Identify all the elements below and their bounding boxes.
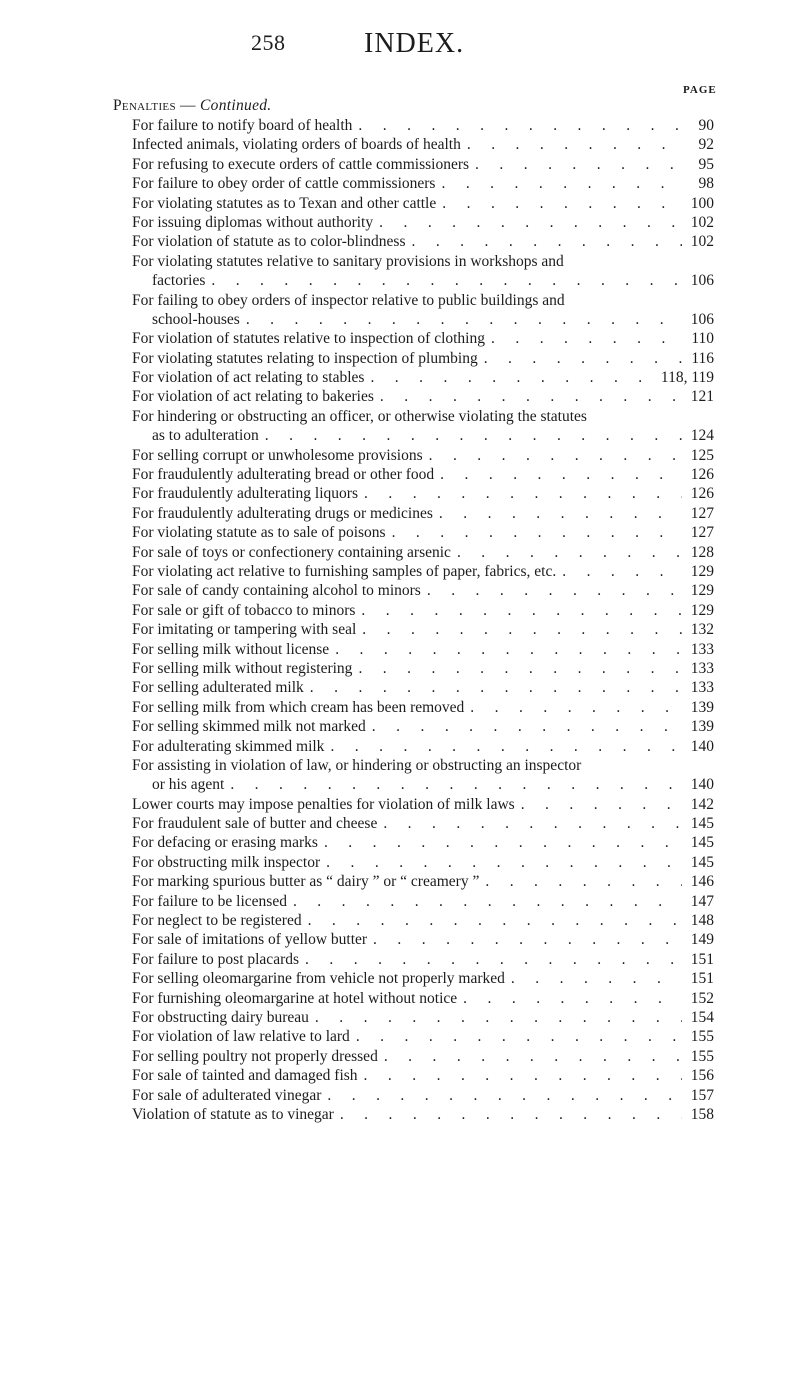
index-entry-row [132, 678, 714, 697]
index-entry [132, 194, 714, 213]
index-entry-text: For violating statutes as to Texan and other cattle [132, 194, 437, 212]
index-entry-page: 146 [690, 873, 714, 891]
index-entry-row [132, 969, 714, 988]
index-entry-row [132, 329, 714, 348]
index-entry-page: 133 [690, 640, 714, 658]
dot-leader [352, 659, 682, 678]
dot-leader [485, 329, 682, 348]
index-entry [132, 989, 714, 1008]
dot-leader [423, 446, 682, 465]
index-entry-row [132, 620, 714, 639]
index-entry-row [132, 601, 714, 620]
index-entry-text-first-line: For violating statutes relative to sanitary provisions in workshops and [132, 252, 564, 270]
dot-leader [367, 930, 682, 949]
index-entry-text: For fraudulently adulterating liquors [132, 485, 358, 503]
index-entry-text: For selling poultry not properly dressed [132, 1047, 378, 1065]
dot-leader [405, 232, 682, 251]
index-entry [132, 116, 714, 135]
index-entry-text: Violation of statute as to vinegar [132, 1105, 334, 1123]
index-entry [132, 620, 714, 639]
index-entry-row [132, 1008, 714, 1027]
index-entry-page: 145 [690, 834, 714, 852]
index-entry-text: For furnishing oleomargarine at hotel without notice [132, 989, 458, 1007]
index-entry-text: For marking spurious butter as “ dairy ” or “ creamery ” [132, 873, 480, 891]
index-entry [132, 795, 714, 814]
index-entry [132, 446, 714, 465]
index-entry-text: For sale of tainted and damaged fish [132, 1067, 358, 1085]
dot-leader [434, 465, 682, 484]
index-entry-text: For failure to notify board of health [132, 117, 353, 134]
index-entry-page: 121 [690, 388, 714, 406]
dot-leader [377, 814, 682, 833]
index-entry-row [132, 155, 714, 174]
index-entry-page: 154 [690, 1008, 714, 1026]
dot-leader [334, 1105, 682, 1124]
index-entry-page: 145 [690, 815, 714, 833]
dot-leader [433, 504, 682, 523]
index-entry-text: For fraudulently adulterating bread or other food [132, 466, 435, 484]
index-entry-text: For selling milk without registering [132, 659, 353, 677]
index-entry-row [132, 872, 714, 891]
index-entry-text: For imitating or tampering with seal [132, 621, 357, 639]
dot-leader [352, 116, 682, 135]
index-entry [132, 543, 714, 562]
dot-leader [421, 581, 682, 600]
index-entry-row [132, 892, 714, 911]
index-entry-text: For selling milk from which cream has been removed [132, 698, 465, 716]
index-entry-text: as to adulteration [152, 427, 259, 445]
index-entry [132, 872, 714, 891]
index-entry-row [132, 814, 714, 833]
dot-leader [324, 737, 682, 756]
index-entry-row [132, 116, 714, 135]
index-entry-page: 110 [691, 330, 714, 348]
index-entry-text: For selling milk without license [132, 640, 330, 658]
index-entry-page: 129 [690, 562, 714, 580]
index-entry-page: 126 [690, 466, 714, 484]
dot-leader [505, 969, 682, 988]
index-entry [132, 717, 714, 736]
index-entry-row [132, 446, 714, 465]
dot-leader [386, 523, 682, 542]
index-entry-row [132, 387, 714, 406]
dot-leader [469, 155, 682, 174]
index-entry-row [132, 1027, 714, 1046]
index-entry-text: For selling oleomargarine from vehicle not properly marked [132, 970, 505, 988]
index-entry-row [132, 1066, 714, 1085]
dot-leader [374, 387, 682, 406]
index-entry-text: For sale of toys or confectionery containing arsenic [132, 543, 451, 561]
dot-leader [364, 368, 656, 387]
index-entry [132, 911, 714, 930]
index-entry-row [132, 523, 714, 542]
dot-leader [309, 1008, 682, 1027]
index-entry-page: 116 [691, 349, 714, 367]
index-entry [132, 387, 714, 406]
index-entry-row [132, 465, 714, 484]
index-entry-page: 139 [690, 718, 714, 736]
dot-leader [321, 1086, 682, 1105]
index-entry-text: For violating statutes relating to inspection of plumbing [132, 349, 478, 367]
index-entry-text: For adulterating skimmed milk [132, 737, 325, 755]
index-entry-page: 140 [690, 776, 714, 794]
index-entry-row [132, 1047, 714, 1066]
index-entry [132, 659, 714, 678]
index-entry-text: For violating act relative to furnishing samples of paper, fabrics, etc. [132, 562, 557, 580]
dot-leader [205, 271, 682, 290]
index-entry-text: For violation of statute as to color-blindness [132, 233, 406, 251]
index-entry-text: For selling adulterated milk [132, 679, 304, 697]
dot-leader [358, 484, 682, 503]
index-entry-page: 92 [698, 136, 714, 154]
index-entry-page: 128 [690, 543, 714, 561]
index-entry [132, 368, 714, 387]
index-entry-page: 127 [690, 504, 714, 522]
index-entry-row [132, 581, 714, 600]
index-entry [132, 1086, 714, 1105]
index-entry-text-first-line: For failing to obey orders of inspector relative to public buildings and [132, 291, 565, 309]
index-entry-row [132, 562, 714, 581]
index-entry-page: 102 [690, 233, 714, 251]
index-entry-page: 132 [690, 621, 714, 639]
index-entry-page: 129 [690, 601, 714, 619]
dot-leader [329, 640, 682, 659]
index-entry [132, 601, 714, 620]
index-entry-text: For violation of act relating to stables [132, 369, 365, 387]
index-entry-page: 106 [690, 272, 714, 290]
index-entry-page: 151 [690, 970, 714, 988]
dot-leader [356, 620, 682, 639]
index-entry-row [132, 310, 714, 329]
index-entry [132, 1027, 714, 1046]
index-entry-row [132, 135, 714, 154]
index-entry-text: factories [152, 272, 206, 290]
index-entry-page: 157 [690, 1086, 714, 1104]
index-entry-page: 133 [690, 659, 714, 677]
dot-leader [464, 698, 682, 717]
index-entry-page: 124 [690, 427, 714, 445]
index-entry-page: 118, 119 [660, 369, 714, 387]
dot-leader [287, 892, 682, 911]
index-entry-page: 125 [690, 446, 714, 464]
index-entry [132, 329, 714, 348]
index-entry-text: For defacing or erasing marks [132, 834, 318, 852]
index-entry [132, 698, 714, 717]
index-entry-text: For neglect to be registered [132, 912, 302, 930]
index-entry-list [132, 116, 714, 1124]
index-entry-row [132, 911, 714, 930]
index-entry-page: 149 [690, 931, 714, 949]
index-entry-text: For selling corrupt or unwholesome provisions [132, 446, 423, 464]
index-entry-row [132, 543, 714, 562]
index-entry [132, 213, 714, 232]
index-entry [132, 969, 714, 988]
index-entry [132, 1066, 714, 1085]
dot-leader [320, 853, 682, 872]
dot-leader [435, 174, 682, 193]
index-entry-row [132, 833, 714, 852]
index-entry-row [132, 194, 714, 213]
index-entry-page: 106 [690, 310, 714, 328]
index-entry [132, 756, 714, 795]
index-entry-text-first-line: For hindering or obstructing an officer, or otherwise violating the statutes [132, 407, 587, 425]
index-entry-text: For violation of law relative to lard [132, 1028, 350, 1046]
index-entry-page: 127 [690, 524, 714, 542]
index-entry-text: Infected animals, violating orders of boards of health [132, 136, 461, 154]
running-title: INDEX. [364, 28, 465, 59]
index-entry-page: 155 [690, 1047, 714, 1065]
index-entry [132, 1008, 714, 1027]
dot-leader [358, 1066, 682, 1085]
index-entry-row [132, 950, 714, 969]
index-entry [132, 135, 714, 154]
dot-leader [302, 911, 682, 930]
dot-leader [478, 349, 682, 368]
index-entry-row [132, 795, 714, 814]
index-entry-row [132, 698, 714, 717]
index-entry-row [132, 737, 714, 756]
index-entry-page: 133 [690, 679, 714, 697]
dot-leader [240, 310, 682, 329]
index-entry-text: Lower courts may impose penalties for violation of milk laws [132, 795, 515, 813]
index-entry-page: 102 [690, 213, 714, 231]
index-entry-text: For fraudulent sale of butter and cheese [132, 815, 378, 833]
index-entry-page: 147 [690, 892, 714, 910]
index-entry-row [132, 659, 714, 678]
section-heading-continued: Continued. [200, 97, 272, 114]
index-entry-text: For violation of act relating to bakeries [132, 388, 374, 406]
index-entry-page: 151 [690, 950, 714, 968]
index-entry-row [132, 368, 714, 387]
index-entry [132, 833, 714, 852]
index-entry-text: For failure to be licensed [132, 892, 287, 910]
index-entry-text: For sale of imitations of yellow butter [132, 931, 368, 949]
dot-leader [515, 795, 682, 814]
index-entry-row [132, 1105, 714, 1124]
index-entry-row [132, 717, 714, 736]
index-entry [132, 465, 714, 484]
index-entry-text: For selling skimmed milk not marked [132, 718, 366, 736]
index-entry-row [132, 853, 714, 872]
index-entry [132, 814, 714, 833]
index-entry [132, 155, 714, 174]
index-entry-text: For issuing diplomas without authority [132, 213, 374, 231]
index-entry-page: 156 [690, 1067, 714, 1085]
index-entry-page: 90 [698, 117, 714, 134]
index-entry-row [132, 989, 714, 1008]
index-entry-page: 155 [690, 1028, 714, 1046]
index-entry [132, 174, 714, 193]
dot-leader [457, 989, 682, 1008]
section-heading [113, 97, 272, 115]
dot-leader [350, 1027, 682, 1046]
dot-leader [224, 775, 682, 794]
index-entry [132, 291, 714, 330]
dot-leader [556, 562, 682, 581]
index-entry-text: For obstructing dairy bureau [132, 1008, 309, 1026]
index-entry [132, 581, 714, 600]
index-entry-text: For violating statute as to sale of poisons [132, 524, 386, 542]
index-entry-text: For sale of candy containing alcohol to minors [132, 582, 421, 600]
index-entry-text: For violation of statutes relative to inspection of clothing [132, 330, 485, 348]
index-entry-row [132, 504, 714, 523]
dot-leader [436, 194, 682, 213]
page-header [0, 28, 800, 62]
dot-leader [259, 426, 682, 445]
index-entry [132, 640, 714, 659]
dot-leader [479, 872, 682, 891]
dot-leader [461, 135, 682, 154]
index-entry [132, 1047, 714, 1066]
index-entry-page: 148 [690, 912, 714, 930]
dot-leader [299, 950, 682, 969]
index-entry-page: 139 [690, 698, 714, 716]
index-entry-page: 126 [690, 485, 714, 503]
index-entry-page: 100 [690, 194, 714, 212]
index-entry [132, 950, 714, 969]
index-entry-text: or his agent [152, 776, 225, 794]
index-entry-text: school-houses [152, 310, 240, 328]
section-heading-title: Penalties — [113, 97, 196, 114]
index-entry-page: 140 [690, 737, 714, 755]
index-entry-text-first-line: For assisting in violation of law, or hindering or obstructing an inspector [132, 756, 582, 774]
index-entry-text: For obstructing milk inspector [132, 853, 321, 871]
index-entry [132, 1105, 714, 1124]
index-entry-page: 129 [690, 582, 714, 600]
dot-leader [318, 833, 682, 852]
index-entry-row [132, 426, 714, 445]
index-entry [132, 930, 714, 949]
dot-leader [378, 1047, 682, 1066]
index-entry-page: 95 [698, 155, 714, 173]
index-entry-page: 158 [690, 1105, 714, 1123]
index-entry-row [132, 640, 714, 659]
index-entry-row [132, 349, 714, 368]
index-entry-row [132, 930, 714, 949]
index-entry-page: 145 [690, 853, 714, 871]
index-entry-text: For refusing to execute orders of cattle commissioners [132, 155, 470, 173]
index-entry [132, 252, 714, 291]
index-entry-text: For fraudulently adulterating drugs or medicines [132, 504, 433, 522]
dot-leader [451, 543, 682, 562]
index-entry-text: For failure to obey order of cattle commissioners [132, 175, 436, 193]
index-entry [132, 523, 714, 542]
index-entry-row [132, 484, 714, 503]
page-number: 258 [251, 30, 286, 55]
index-entry-row [132, 232, 714, 251]
index-entry [132, 562, 714, 581]
index-entry-page: 142 [690, 795, 714, 813]
dot-leader [304, 678, 682, 697]
page-column-label: PAGE [683, 84, 717, 96]
index-entry-text: For failure to post placards [132, 950, 300, 968]
dot-leader [366, 717, 682, 736]
index-entry [132, 504, 714, 523]
index-entry [132, 892, 714, 911]
index-entry [132, 853, 714, 872]
index-entry [132, 407, 714, 446]
index-entry-row [132, 213, 714, 232]
index-entry-page: 152 [690, 989, 714, 1007]
index-entry-text: For sale or gift of tobacco to minors [132, 601, 356, 619]
index-entry [132, 678, 714, 697]
dot-leader [355, 601, 682, 620]
index-entry-row [132, 775, 714, 794]
index-entry-row [132, 174, 714, 193]
index-entry-page: 98 [698, 175, 714, 193]
index-entry-text: For sale of adulterated vinegar [132, 1086, 322, 1104]
index-entry [132, 349, 714, 368]
index-entry [132, 232, 714, 251]
dot-leader [373, 213, 682, 232]
index-entry-row [132, 271, 714, 290]
index-entry-row [132, 1086, 714, 1105]
index-entry [132, 737, 714, 756]
index-entry [132, 484, 714, 503]
